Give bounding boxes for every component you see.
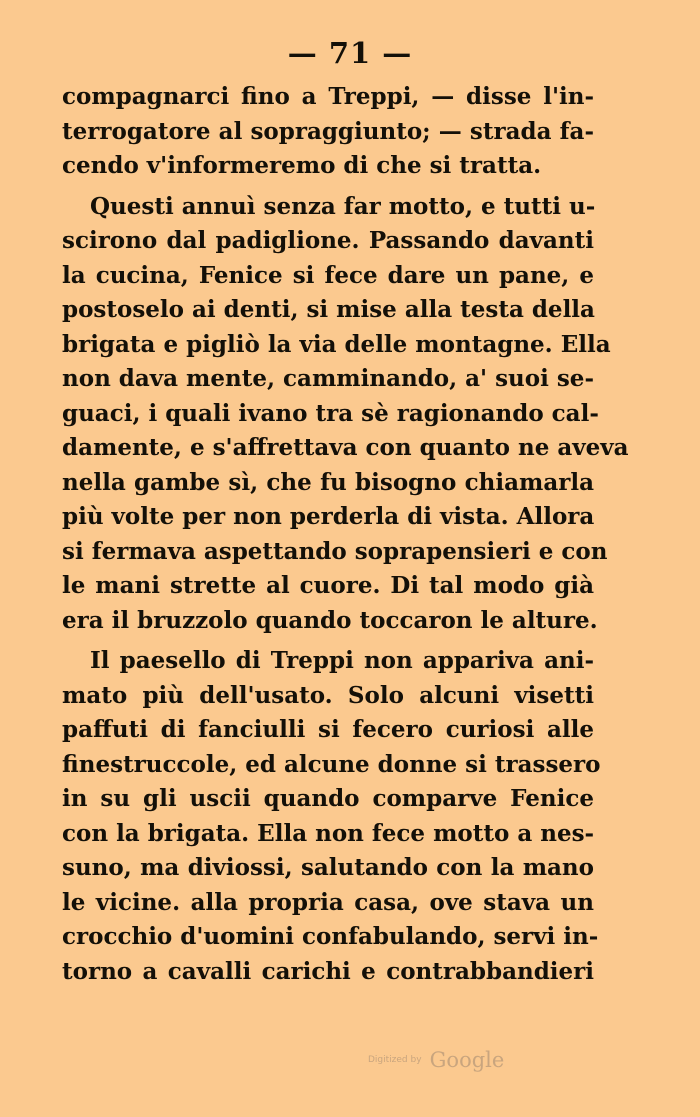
text-line: in su gli uscii quando comparve Fenice (62, 785, 594, 812)
google-logo: Google (429, 1048, 505, 1072)
text-line: terrogatore al sopraggiunto; — strada fa- (62, 117, 594, 145)
text-line: suno, ma diviossi, salutando con la mano (62, 854, 594, 881)
text-line: guaci, i quali ivano tra sè ragionando cal- (62, 399, 599, 427)
watermark-prefix: Digitized by (368, 1055, 422, 1065)
text-line: non dava mente, camminando, a' suoi se- (62, 365, 594, 392)
text-line: più volte per non perderla di vista. Allora (62, 503, 595, 530)
paragraph (62, 80, 594, 184)
text-line: finestruccole, ed alcune donne si trassero (62, 750, 601, 778)
text-line: torno a cavalli carichi e contrabbandieri (62, 957, 594, 985)
paragraph (62, 190, 629, 639)
paragraph (62, 644, 601, 989)
text-line: Il paesello di Treppi non appariva ani- (90, 647, 594, 674)
text-line: postoselo ai denti, si mise alla testa della (62, 296, 595, 323)
text-line: Questi annuì senza far motto, e tutti u- (90, 192, 596, 220)
text-line: compagnarci fino a Treppi, — disse l'in- (62, 83, 594, 110)
text-line: la cucina, Fenice si fece dare un pane, e (62, 261, 594, 289)
digitized-watermark (368, 1048, 504, 1072)
text-line: scirono dal padiglione. Passando davanti (62, 227, 594, 254)
page-number: — 71 — (287, 36, 413, 70)
text-line: nella gambe sì, che fu bisogno chiamarla (62, 468, 594, 496)
text-line: cendo v'informeremo di che si tratta. (62, 152, 542, 179)
text-line: le mani strette al cuore. Di tal modo già (62, 572, 594, 599)
text-line: brigata e pigliò la via delle montagne. Ella (62, 330, 611, 358)
text-line: paffuti di fanciulli si fecero curiosi alle (62, 716, 594, 743)
text-line: damente, e s'affrettava con quanto ne aveva (62, 434, 629, 461)
text-line: con la brigata. Ella non fece motto a nes- (62, 819, 595, 847)
text-line: mato più dell'usato. Solo alcuni visetti (62, 681, 594, 709)
body-text (62, 80, 629, 989)
text-line: era il bruzzolo quando toccaron le alture. (62, 606, 598, 634)
text-line: crocchio d'uomini confabulando, servi in- (62, 923, 599, 950)
text-line: le vicine. alla propria casa, ove stava un (62, 888, 594, 916)
text-line: si fermava aspettando soprapensieri e con (62, 537, 608, 565)
